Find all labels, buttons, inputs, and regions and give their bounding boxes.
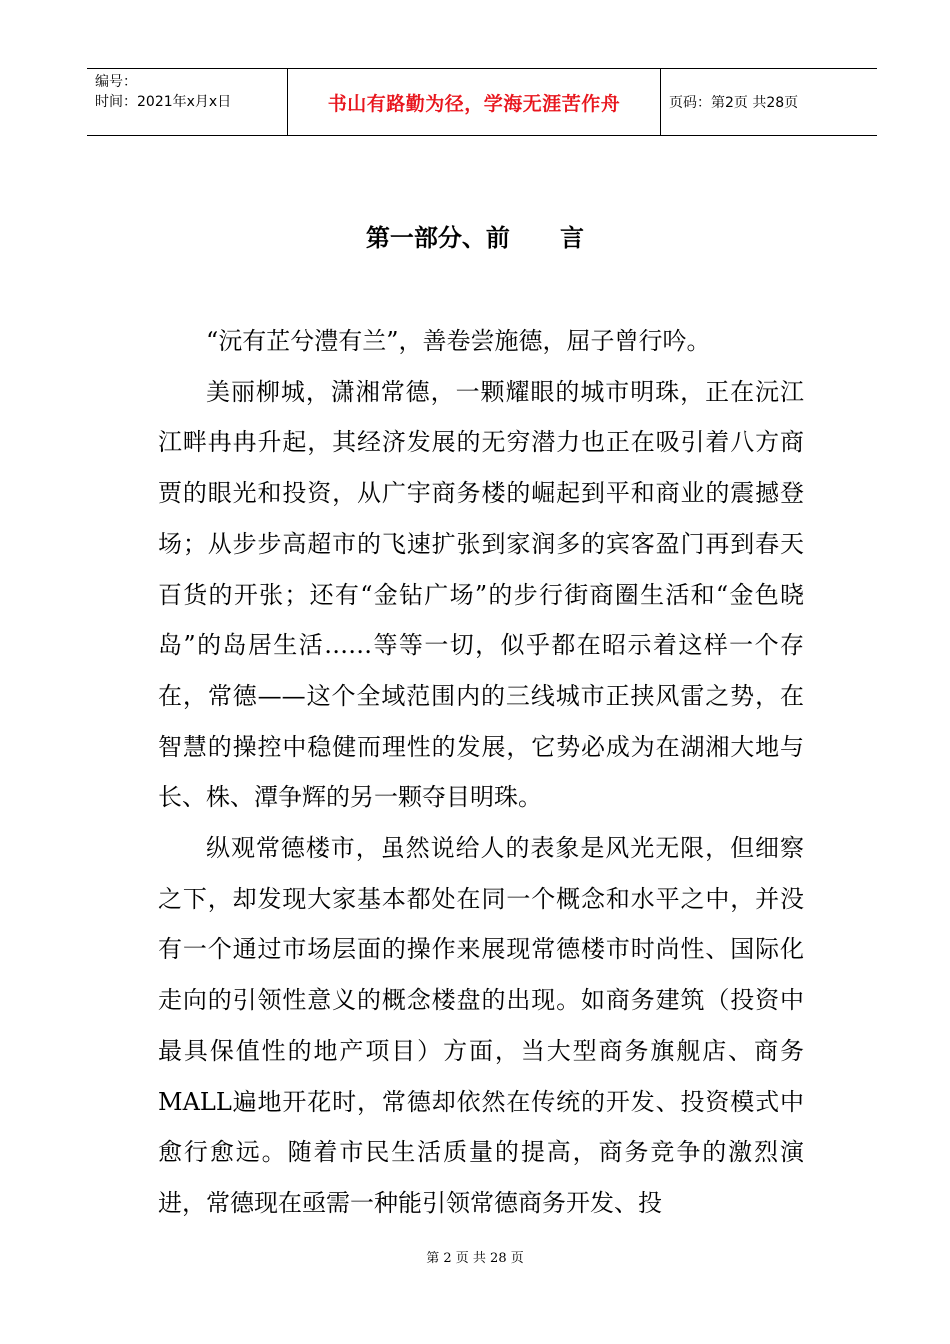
paragraph: 美丽柳城，潇湘常德，一颗耀眼的城市明珠，正在沅江江畔冉冉升起，其经济发展的无穷潜力也正在吸引着八方商贾的眼光和投资，从广宇商务楼的崛起到平和商业的震撼登场；从步步高超市的飞速扩张到家润多的宾客盈门再到春天百货的开张；还有“金钻广场”的步行街商圈生活和“金色晓岛”的岛居生活……等等一切，似乎都在昭示着这样一个存在，常德——这个全域范围内的三线城市正挟风雷之势，在智慧的操控中稳健而理性的发展，它势必成为在湖湘大地与长、株、潭争辉的另一颗夺目明珠。 — [158, 377, 804, 812]
section-title: 第一部分、前 言 — [365, 224, 585, 252]
document-time-label: 时间：2021年x月x日 — [95, 94, 232, 110]
paragraph: “沅有芷兮澧有兰”，善卷尝施德，屈子曾行吟。 — [206, 327, 711, 355]
header-motto: 书山有路勤为径，学海无涯苦作舟 — [288, 69, 661, 135]
header-meta — [87, 69, 288, 135]
page-footer: 第 2 页 共 28 页 — [426, 1251, 524, 1266]
document-number-label: 编号： — [95, 74, 137, 90]
paragraph: 纵观常德楼市，虽然说给人的表象是风光无限，但细察之下，却发现大家基本都处在同一个概念和水平之中，并没有一个通过市场层面的操作来展现常德楼市时尚性、国际化走向的引领性意义的概念楼盘的出现。如商务建筑（投资中最具保值性的地产项目）方面，当大型商务旗舰店、商务MALL遍地开花时，常德却依然在传统的开发、投资模式中愈行愈远。随着市民生活质量的提高，商务竞争的激烈演进，常德现在亟需一种能引领常德商务开发、投 — [158, 834, 804, 1217]
document-body — [158, 316, 804, 1229]
header-page-number: 页码：第2页 共28页 — [669, 95, 799, 111]
page-header — [87, 68, 877, 136]
